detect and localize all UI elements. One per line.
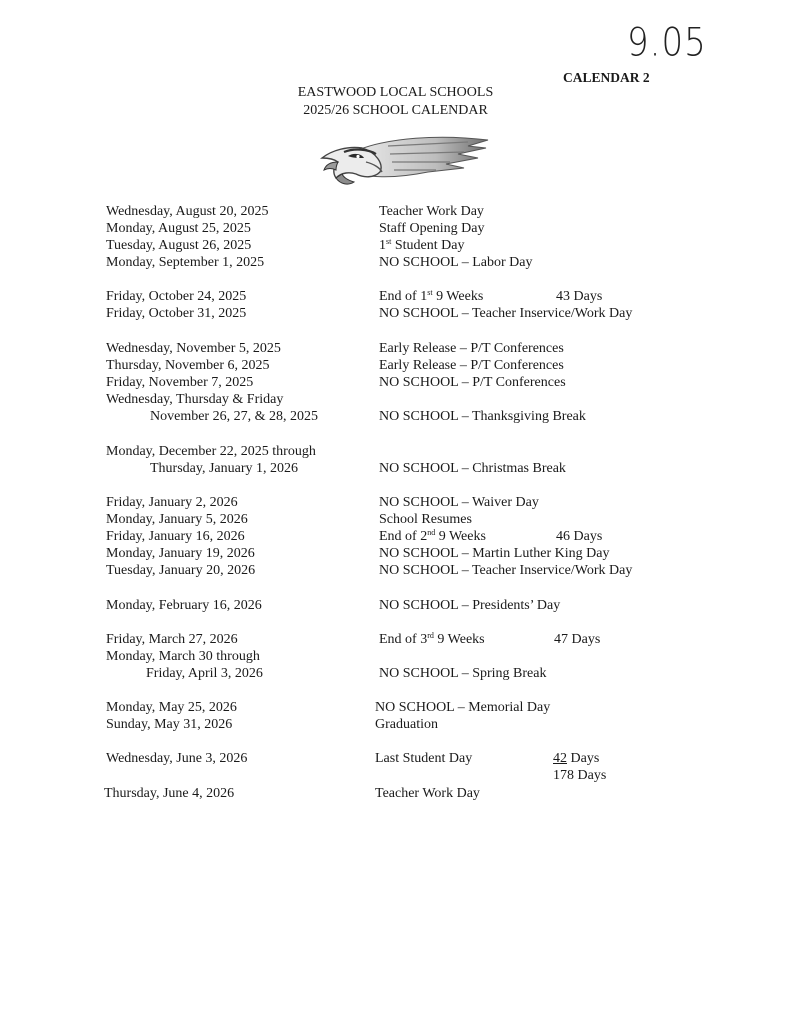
event-date: Thursday, June 4, 2026 — [104, 786, 235, 801]
event-description — [379, 237, 464, 254]
description-text: End of 1 — [379, 289, 428, 304]
event-description: NO SCHOOL – P/T Conferences — [379, 375, 566, 390]
event-date: Tuesday, January 20, 2026 — [106, 563, 256, 578]
event-date: Monday, August 25, 2025 — [106, 221, 251, 236]
days-unit: Days — [567, 751, 600, 766]
event-date: Monday, January 5, 2026 — [106, 512, 248, 527]
event-description: NO SCHOOL – Labor Day — [379, 255, 533, 270]
event-date: Wednesday, November 5, 2025 — [106, 341, 281, 356]
event-description: Teacher Work Day — [379, 204, 484, 219]
event-date: Tuesday, August 26, 2025 — [106, 238, 252, 253]
event-date: Monday, January 19, 2026 — [106, 546, 255, 561]
event-date: Friday, January 16, 2026 — [106, 529, 245, 544]
description-text: 1 — [379, 238, 386, 253]
event-description: NO SCHOOL – Thanksgiving Break — [379, 409, 586, 424]
event-date: Friday, November 7, 2025 — [106, 375, 254, 390]
event-date-continued: Thursday, January 1, 2026 — [150, 461, 299, 476]
quarter-days-count: 43 Days — [556, 289, 603, 304]
description-text: End of 3 — [379, 632, 428, 647]
event-description: Last Student Day — [375, 751, 473, 766]
event-description: Early Release – P/T Conferences — [379, 358, 564, 373]
event-description: NO SCHOOL – Teacher Inservice/Work Day — [379, 306, 633, 321]
event-description: NO SCHOOL – Martin Luther King Day — [379, 546, 610, 561]
event-date-continued: Friday, April 3, 2026 — [146, 666, 263, 681]
page-title: 2025/26 SCHOOL CALENDAR — [303, 103, 488, 118]
calendar-label: CALENDAR 2 — [563, 70, 650, 85]
description-text: 9 Weeks — [432, 289, 484, 304]
event-description: Teacher Work Day — [375, 786, 480, 801]
event-description: NO SCHOOL – Christmas Break — [379, 461, 566, 476]
quarter-days-count: 46 Days — [556, 529, 603, 544]
event-date: Monday, March 30 through — [106, 649, 260, 664]
days-number: 42 — [553, 751, 567, 766]
ordinal-suffix: st — [427, 288, 433, 297]
ordinal-suffix: nd — [427, 528, 436, 537]
description-text: End of 2 — [379, 529, 428, 544]
event-date: Friday, October 31, 2025 — [106, 306, 247, 321]
description-text: 9 Weeks — [433, 632, 485, 647]
event-date: Wednesday, June 3, 2026 — [106, 751, 248, 766]
event-date: Thursday, November 6, 2025 — [106, 358, 270, 373]
event-description — [379, 528, 486, 545]
event-description: School Resumes — [379, 512, 472, 527]
quarter-days-count — [553, 750, 599, 767]
ordinal-suffix: st — [386, 237, 392, 246]
event-date-continued: November 26, 27, & 28, 2025 — [150, 409, 318, 424]
event-date: Monday, May 25, 2026 — [106, 700, 237, 715]
event-date: Monday, February 16, 2026 — [106, 598, 262, 613]
event-description: Graduation — [375, 717, 438, 732]
event-description: NO SCHOOL – Waiver Day — [379, 495, 539, 510]
district-name: EASTWOOD LOCAL SCHOOLS — [297, 85, 494, 100]
description-text: 9 Weeks — [435, 529, 486, 544]
eagle-head-logo — [318, 132, 490, 188]
event-date: Friday, January 2, 2026 — [106, 495, 238, 510]
event-description: NO SCHOOL – Spring Break — [379, 666, 547, 681]
event-description: NO SCHOOL – Memorial Day — [375, 700, 551, 715]
event-description: NO SCHOOL – Teacher Inservice/Work Day — [379, 563, 633, 578]
event-description — [379, 288, 483, 305]
event-date: Monday, December 22, 2025 through — [106, 444, 316, 459]
event-date: Sunday, May 31, 2026 — [106, 717, 233, 732]
total-days-count: 178 Days — [553, 768, 607, 783]
event-description: Staff Opening Day — [379, 221, 485, 236]
event-date: Friday, October 24, 2025 — [106, 289, 247, 304]
event-description: Early Release – P/T Conferences — [379, 341, 564, 356]
handwritten-note: 9.05 — [627, 20, 707, 66]
quarter-days-count: 47 Days — [554, 632, 601, 647]
event-description — [379, 631, 485, 648]
event-date: Wednesday, August 20, 2025 — [106, 204, 269, 219]
ordinal-suffix: rd — [427, 631, 434, 640]
event-date: Wednesday, Thursday & Friday — [106, 392, 284, 407]
event-description: NO SCHOOL – Presidents’ Day — [379, 598, 561, 613]
event-date: Friday, March 27, 2026 — [106, 632, 238, 647]
description-text: Student Day — [391, 238, 465, 253]
event-date: Monday, September 1, 2025 — [106, 255, 265, 270]
